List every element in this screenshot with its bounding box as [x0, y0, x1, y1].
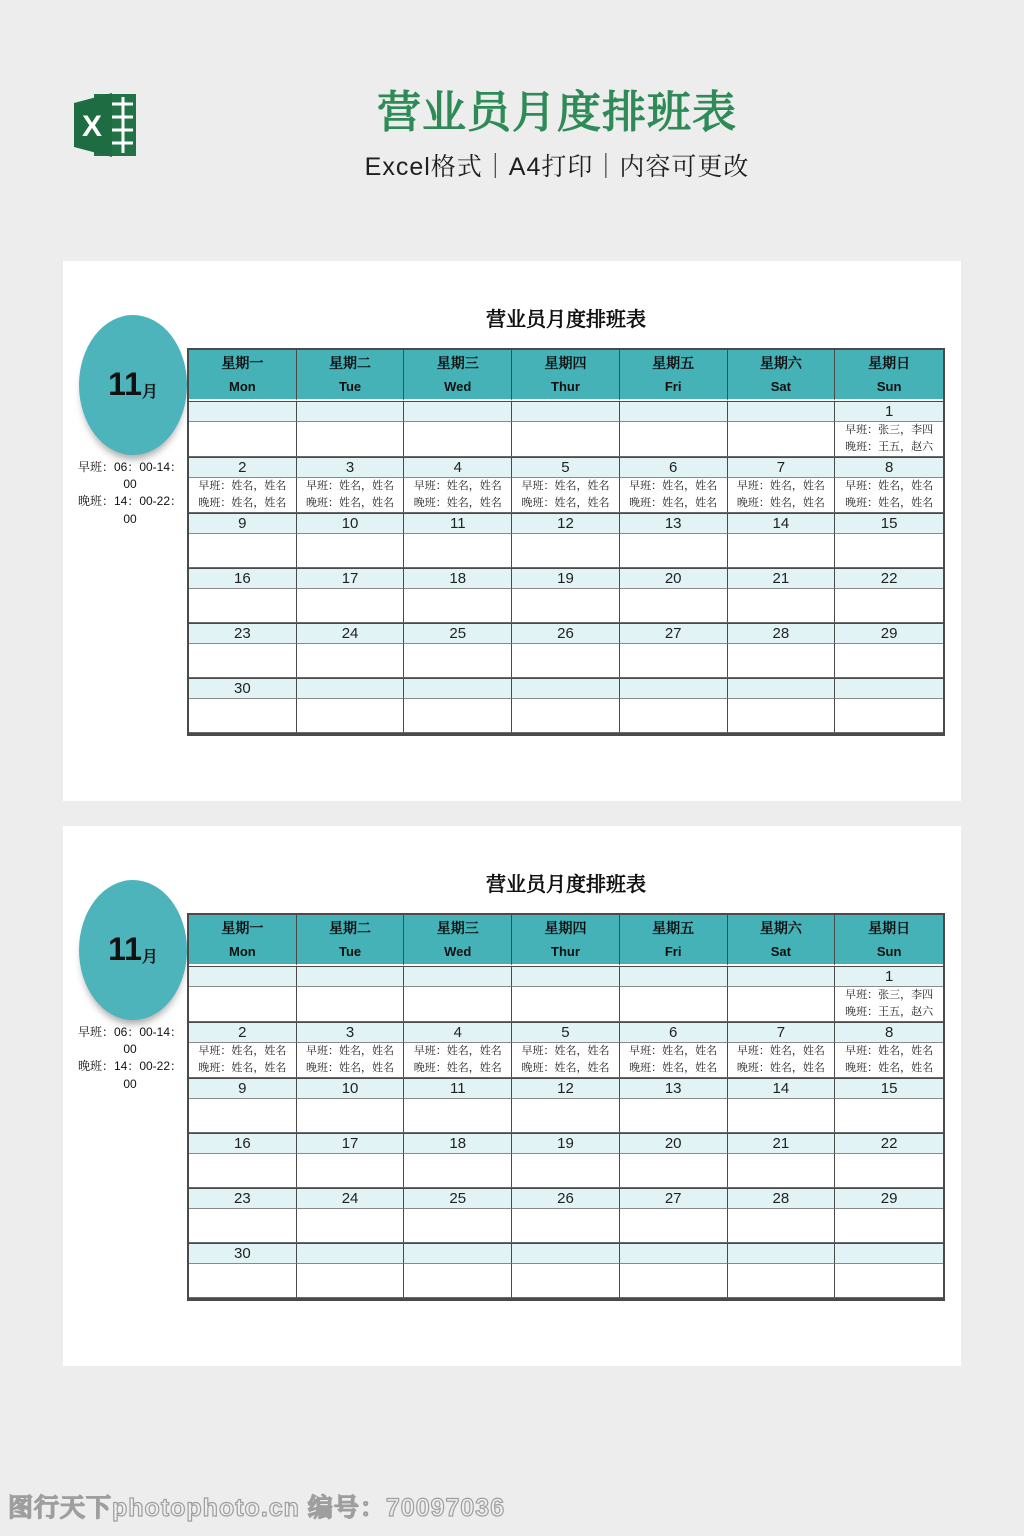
shift-cell [297, 1099, 405, 1133]
shift-cell [512, 1264, 620, 1298]
shift-cell [189, 589, 297, 623]
date-cell: 10 [297, 1078, 405, 1099]
date-cell: 8 [835, 457, 943, 478]
date-cell: 17 [297, 568, 405, 589]
shift-cell [728, 1099, 836, 1133]
date-cell: 20 [620, 1133, 728, 1154]
weekday-header: 星期六 Sat [728, 915, 836, 966]
card-title: 营业员月度排班表 [486, 308, 646, 331]
shift-row [189, 644, 943, 678]
shift-cell [728, 589, 836, 623]
shift-row [189, 1209, 943, 1243]
weekday-header: 星期日 Sun [835, 915, 943, 966]
date-cell [404, 1243, 512, 1264]
shift-legend-morning: 早班：06：00-14：00 [77, 459, 183, 491]
shift-cell: 早班：姓名，姓名 晚班：姓名，姓名 [404, 478, 512, 513]
date-row [189, 1133, 943, 1154]
date-cell: 20 [620, 568, 728, 589]
shift-legend [73, 459, 187, 529]
month-suffix: 月 [141, 949, 158, 967]
shift-cell [404, 644, 512, 678]
shift-row [189, 1154, 943, 1188]
shift-cell: 早班：姓名，姓名 晚班：姓名，姓名 [620, 1043, 728, 1078]
weekday-header: 星期三 Wed [404, 350, 512, 401]
shift-cell [728, 699, 836, 733]
date-cell [620, 966, 728, 987]
shift-cell [189, 534, 297, 568]
shift-cell [512, 1099, 620, 1133]
date-row [189, 966, 943, 987]
date-cell: 5 [512, 457, 620, 478]
shift-cell: 早班：姓名，姓名 晚班：姓名，姓名 [512, 478, 620, 513]
month-badge [79, 880, 187, 1020]
shift-cell [620, 589, 728, 623]
shift-cell [297, 987, 405, 1022]
date-cell [404, 966, 512, 987]
shift-row [189, 1043, 943, 1078]
date-cell: 23 [189, 623, 297, 644]
shift-legend-morning: 早班：06：00-14：00 [77, 1024, 183, 1056]
date-cell [728, 1243, 836, 1264]
shift-cell [297, 644, 405, 678]
date-cell: 10 [297, 513, 405, 534]
date-cell [297, 678, 405, 699]
date-cell: 24 [297, 1188, 405, 1209]
shift-cell: 早班：姓名，姓名 晚班：姓名，姓名 [189, 1043, 297, 1078]
shift-cell [835, 1264, 943, 1298]
date-row [189, 1243, 943, 1264]
date-row [189, 457, 943, 478]
date-cell: 4 [404, 1022, 512, 1043]
shift-cell [512, 422, 620, 457]
shift-cell [297, 534, 405, 568]
date-cell: 1 [835, 966, 943, 987]
date-cell [189, 966, 297, 987]
weekday-header: 星期四 Thur [512, 915, 620, 966]
shift-cell: 早班：张三，李四 晚班：王五，赵六 [835, 422, 943, 457]
month-number: 11 [108, 366, 142, 403]
shift-row [189, 699, 943, 733]
date-cell: 7 [728, 457, 836, 478]
shift-cell: 早班：姓名，姓名 晚班：姓名，姓名 [620, 478, 728, 513]
date-row [189, 401, 943, 422]
top-header [0, 0, 1024, 183]
schedule-table [187, 348, 945, 736]
date-cell: 14 [728, 1078, 836, 1099]
date-cell: 3 [297, 1022, 405, 1043]
shift-cell: 早班：姓名，姓名 晚班：姓名，姓名 [728, 1043, 836, 1078]
shift-cell [620, 987, 728, 1022]
date-cell: 26 [512, 1188, 620, 1209]
date-cell [512, 966, 620, 987]
date-cell [512, 1243, 620, 1264]
shift-cell: 早班：姓名，姓名 晚班：姓名，姓名 [512, 1043, 620, 1078]
date-cell: 4 [404, 457, 512, 478]
date-cell: 27 [620, 1188, 728, 1209]
shift-cell [297, 1209, 405, 1243]
shift-cell [189, 1099, 297, 1133]
weekday-header: 星期三 Wed [404, 915, 512, 966]
weekday-header: 星期二 Tue [297, 915, 405, 966]
shift-cell [728, 1209, 836, 1243]
shift-cell [297, 589, 405, 623]
weekday-header: 星期一 Mon [189, 915, 297, 966]
excel-logo-letter: X [81, 110, 103, 143]
schedule-table [187, 913, 945, 1301]
page-subtitle: Excel格式｜A4打印｜内容可更改 [364, 152, 750, 181]
date-cell [404, 678, 512, 699]
shift-cell [512, 534, 620, 568]
date-cell [835, 678, 943, 699]
date-cell [512, 401, 620, 422]
shift-cell [620, 1209, 728, 1243]
date-row [189, 1078, 943, 1099]
shift-cell [189, 422, 297, 457]
date-cell: 25 [404, 1188, 512, 1209]
date-cell: 14 [728, 513, 836, 534]
shift-cell [620, 699, 728, 733]
date-cell [189, 401, 297, 422]
date-cell: 2 [189, 1022, 297, 1043]
shift-cell [512, 589, 620, 623]
date-cell: 29 [835, 1188, 943, 1209]
shift-cell [835, 1099, 943, 1133]
shift-cell [835, 644, 943, 678]
date-cell: 6 [620, 1022, 728, 1043]
month-badge [79, 315, 187, 455]
date-cell [728, 966, 836, 987]
date-cell: 15 [835, 1078, 943, 1099]
calendar-wrap [187, 348, 945, 736]
date-cell [835, 1243, 943, 1264]
shift-cell [835, 1154, 943, 1188]
date-cell: 7 [728, 1022, 836, 1043]
date-cell: 22 [835, 1133, 943, 1154]
date-cell: 1 [835, 401, 943, 422]
shift-cell [189, 1264, 297, 1298]
date-cell: 12 [512, 513, 620, 534]
weekday-header-row [189, 915, 943, 966]
shift-cell [512, 699, 620, 733]
shift-cell [620, 1154, 728, 1188]
date-cell: 9 [189, 513, 297, 534]
shift-cell [620, 644, 728, 678]
shift-cell [728, 534, 836, 568]
shift-cell: 早班：姓名，姓名 晚班：姓名，姓名 [189, 478, 297, 513]
shift-cell [404, 422, 512, 457]
shift-cell [728, 1154, 836, 1188]
shift-legend [73, 1024, 187, 1094]
month-suffix: 月 [141, 384, 158, 402]
shift-cell [404, 1264, 512, 1298]
date-cell: 19 [512, 1133, 620, 1154]
date-cell: 8 [835, 1022, 943, 1043]
weekday-header: 星期四 Thur [512, 350, 620, 401]
date-cell: 18 [404, 1133, 512, 1154]
date-cell [620, 678, 728, 699]
shift-cell: 早班：姓名，姓名 晚班：姓名，姓名 [404, 1043, 512, 1078]
shift-cell: 早班：姓名，姓名 晚班：姓名，姓名 [297, 478, 405, 513]
shift-cell [835, 589, 943, 623]
date-cell: 19 [512, 568, 620, 589]
shift-cell [189, 1209, 297, 1243]
date-cell: 30 [189, 1243, 297, 1264]
date-row [189, 1188, 943, 1209]
date-cell: 13 [620, 513, 728, 534]
shift-cell [297, 422, 405, 457]
shift-cell [404, 534, 512, 568]
page-title: 营业员月度排班表 [377, 88, 737, 137]
date-row [189, 623, 943, 644]
date-cell [404, 401, 512, 422]
shift-cell: 早班：张三，李四 晚班：王五，赵六 [835, 987, 943, 1022]
shift-cell [512, 987, 620, 1022]
weekday-header: 星期一 Mon [189, 350, 297, 401]
shift-legend-evening: 晚班：14：00-22：00 [77, 494, 183, 526]
date-row [189, 678, 943, 699]
date-cell: 22 [835, 568, 943, 589]
date-cell [620, 401, 728, 422]
shift-cell [835, 1209, 943, 1243]
weekday-header: 星期五 Fri [620, 915, 728, 966]
shift-cell [512, 1209, 620, 1243]
date-cell: 26 [512, 623, 620, 644]
date-row [189, 1022, 943, 1043]
shift-legend-evening: 晚班：14：00-22：00 [77, 1059, 183, 1091]
date-cell: 11 [404, 513, 512, 534]
month-number: 11 [108, 931, 142, 968]
shift-row [189, 987, 943, 1022]
shift-cell [728, 987, 836, 1022]
date-cell: 21 [728, 1133, 836, 1154]
date-cell: 21 [728, 568, 836, 589]
date-row [189, 568, 943, 589]
date-cell [297, 1243, 405, 1264]
schedule-card-1 [63, 261, 961, 801]
shift-cell [620, 1099, 728, 1133]
shift-cell [404, 1099, 512, 1133]
date-cell [297, 966, 405, 987]
date-cell [728, 401, 836, 422]
date-cell [512, 678, 620, 699]
header-text [45, 88, 1024, 183]
calendar-wrap [187, 913, 945, 1301]
weekday-header: 星期二 Tue [297, 350, 405, 401]
shift-cell [297, 699, 405, 733]
date-cell: 25 [404, 623, 512, 644]
date-cell: 16 [189, 1133, 297, 1154]
date-cell: 9 [189, 1078, 297, 1099]
card-title: 营业员月度排班表 [486, 873, 646, 896]
shift-row [189, 534, 943, 568]
shift-cell [728, 1264, 836, 1298]
shift-cell: 早班：姓名，姓名 晚班：姓名，姓名 [297, 1043, 405, 1078]
date-cell [297, 401, 405, 422]
shift-cell [189, 699, 297, 733]
date-cell: 13 [620, 1078, 728, 1099]
date-cell: 23 [189, 1188, 297, 1209]
shift-cell: 早班：姓名，姓名 晚班：姓名，姓名 [835, 478, 943, 513]
shift-cell [835, 534, 943, 568]
watermark: 图行天下photophoto.cn 编号：70097036 [8, 1494, 506, 1522]
shift-cell [512, 644, 620, 678]
shift-row [189, 589, 943, 623]
shift-cell [189, 987, 297, 1022]
date-cell: 24 [297, 623, 405, 644]
date-cell: 3 [297, 457, 405, 478]
shift-row [189, 478, 943, 513]
date-row [189, 513, 943, 534]
weekday-header: 星期六 Sat [728, 350, 836, 401]
shift-cell: 早班：姓名，姓名 晚班：姓名，姓名 [835, 1043, 943, 1078]
shift-cell [297, 1264, 405, 1298]
shift-cell [404, 1209, 512, 1243]
date-cell: 11 [404, 1078, 512, 1099]
shift-cell [835, 699, 943, 733]
shift-cell [404, 1154, 512, 1188]
date-cell: 6 [620, 457, 728, 478]
shift-cell [404, 987, 512, 1022]
shift-cell [620, 534, 728, 568]
weekday-header-row [189, 350, 943, 401]
date-cell: 29 [835, 623, 943, 644]
date-cell: 30 [189, 678, 297, 699]
shift-cell [404, 589, 512, 623]
shift-row [189, 1099, 943, 1133]
shift-cell [189, 1154, 297, 1188]
date-cell: 27 [620, 623, 728, 644]
date-cell [728, 678, 836, 699]
date-cell: 17 [297, 1133, 405, 1154]
shift-cell [512, 1154, 620, 1188]
shift-cell [620, 422, 728, 457]
shift-row [189, 422, 943, 457]
weekday-header: 星期五 Fri [620, 350, 728, 401]
date-cell: 5 [512, 1022, 620, 1043]
date-cell: 15 [835, 513, 943, 534]
shift-cell [620, 1264, 728, 1298]
shift-cell [189, 644, 297, 678]
shift-cell [404, 699, 512, 733]
date-cell [620, 1243, 728, 1264]
date-cell: 28 [728, 1188, 836, 1209]
date-cell: 18 [404, 568, 512, 589]
date-cell: 28 [728, 623, 836, 644]
weekday-header: 星期日 Sun [835, 350, 943, 401]
date-cell: 12 [512, 1078, 620, 1099]
date-cell: 16 [189, 568, 297, 589]
schedule-card-2 [63, 826, 961, 1366]
shift-cell [728, 422, 836, 457]
date-cell: 2 [189, 457, 297, 478]
shift-cell [728, 644, 836, 678]
shift-row [189, 1264, 943, 1298]
shift-cell [297, 1154, 405, 1188]
shift-cell: 早班：姓名，姓名 晚班：姓名，姓名 [728, 478, 836, 513]
